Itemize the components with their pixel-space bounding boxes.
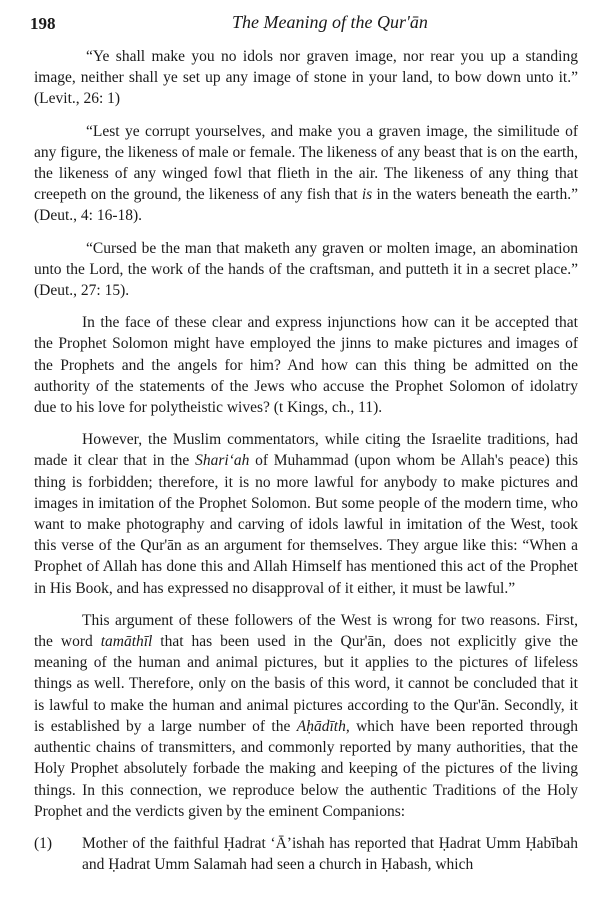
list-item-text: Mother of the faithful Ḥadrat ‘Ā’ishah has reported that Ḥadrat Umm Ḥabībah and Ḥadrat Umm Salamah had seen a church in Ḥabash, which <box>82 834 578 874</box>
text-run: However, the Muslim commentators, while citing the Israelite traditions, had made it clear that in the <box>34 431 578 470</box>
text-run: “Cursed be the man that maketh any graven or molten image, an abomination unto the Lord, the work of the hands of the craftsman, and putteth it in a secret place.” (Deut., 27: 15). <box>34 239 578 300</box>
italic-term: is <box>361 186 373 204</box>
text-run: This argument of these followers of the West is wrong for two reasons. First, the word <box>34 611 578 651</box>
text-run: “Ye shall make you no idols nor graven image, nor rear you up a standing image, neither shall ye set up any image of stone in your land, to bow down unto it.” (Levit., 26: 1) <box>34 48 578 108</box>
text-run: In the face of these clear and express injunctions how can it be accepted that the Prophet Solomon might have employed the jinns to make pictures and images of the Prophets and the angels for him? And how can this thing be admitted on the authority of the statements of the Jews who accuse the Prophet Solomon of idolatry due to his love for polytheistic wives? (t Kings, ch., 11). <box>34 314 578 417</box>
italic-term: Shari‘ah <box>195 452 250 470</box>
paragraph-deuteronomy-27-quote <box>34 238 578 302</box>
text-run: which have been reported through authentic chains of transmitters, and commonly reported by many authorities, that the Holy Prophet absolutely forbade the making and keeping of the pictures of the living things. In this connection, we reproduce below the authentic Traditions of the Holy Prophet and the verdicts given by the eminent Companions: <box>34 717 578 820</box>
paragraph-muslim-commentators <box>34 429 578 599</box>
running-title: The Meaning of the Qur'ān <box>232 12 428 32</box>
italic-term: tamāthīl <box>100 633 153 651</box>
list-item-marker: (1) <box>34 834 53 852</box>
text-run: in the waters beneath the earth.” (Deut., 4: 16-18). <box>34 186 578 225</box>
paragraph-argument-wrong <box>34 610 578 822</box>
page-number: 198 <box>30 14 56 33</box>
text-run: that has been used in the Qur'ān, does not explicitly give the meaning of the human and animal pictures, but it applies to the pictures of lifeless things as well. Therefore, only on the basis of this word, it cannot be concluded that it is lawful to make the human and animal pictures according to the Qur'ān. Secondly, it is established by a large number of the <box>34 633 579 735</box>
italic-term: Aḥādīth, <box>296 717 350 735</box>
paragraph-deuteronomy-4-quote <box>34 121 578 227</box>
list-item-1 <box>34 833 578 875</box>
paragraph-leviticus-quote <box>34 46 578 110</box>
paragraph-injunctions <box>34 312 578 418</box>
text-run: of Muhammad (upon whom be Allah's peace) this thing is forbidden; therefore, it is no more lawful for anybody to make pictures and images in imitation of the Prophet Solomon. But some people of the modern time, who want to make photography and carving of idols lawful in imitation of the West, took this verse of the Qur'ān as an argument for themselves. They argue like this: “When a Prophet of Allah has done this and Allah Himself has mentioned this act of the Prophet in His Book, and has expressed no disapproval of it either, it must be lawful.” <box>34 452 578 597</box>
body-text <box>34 46 578 875</box>
text-run: “Lest ye corrupt yourselves, and make you a graven image, the similitude of any figure, the likeness of male or female. The likeness of any beast that is on the earth, the likeness of any winged fowl that flieth in the air. The likeness of any thing that creepeth on the ground, the likeness of any fish that <box>34 122 578 204</box>
